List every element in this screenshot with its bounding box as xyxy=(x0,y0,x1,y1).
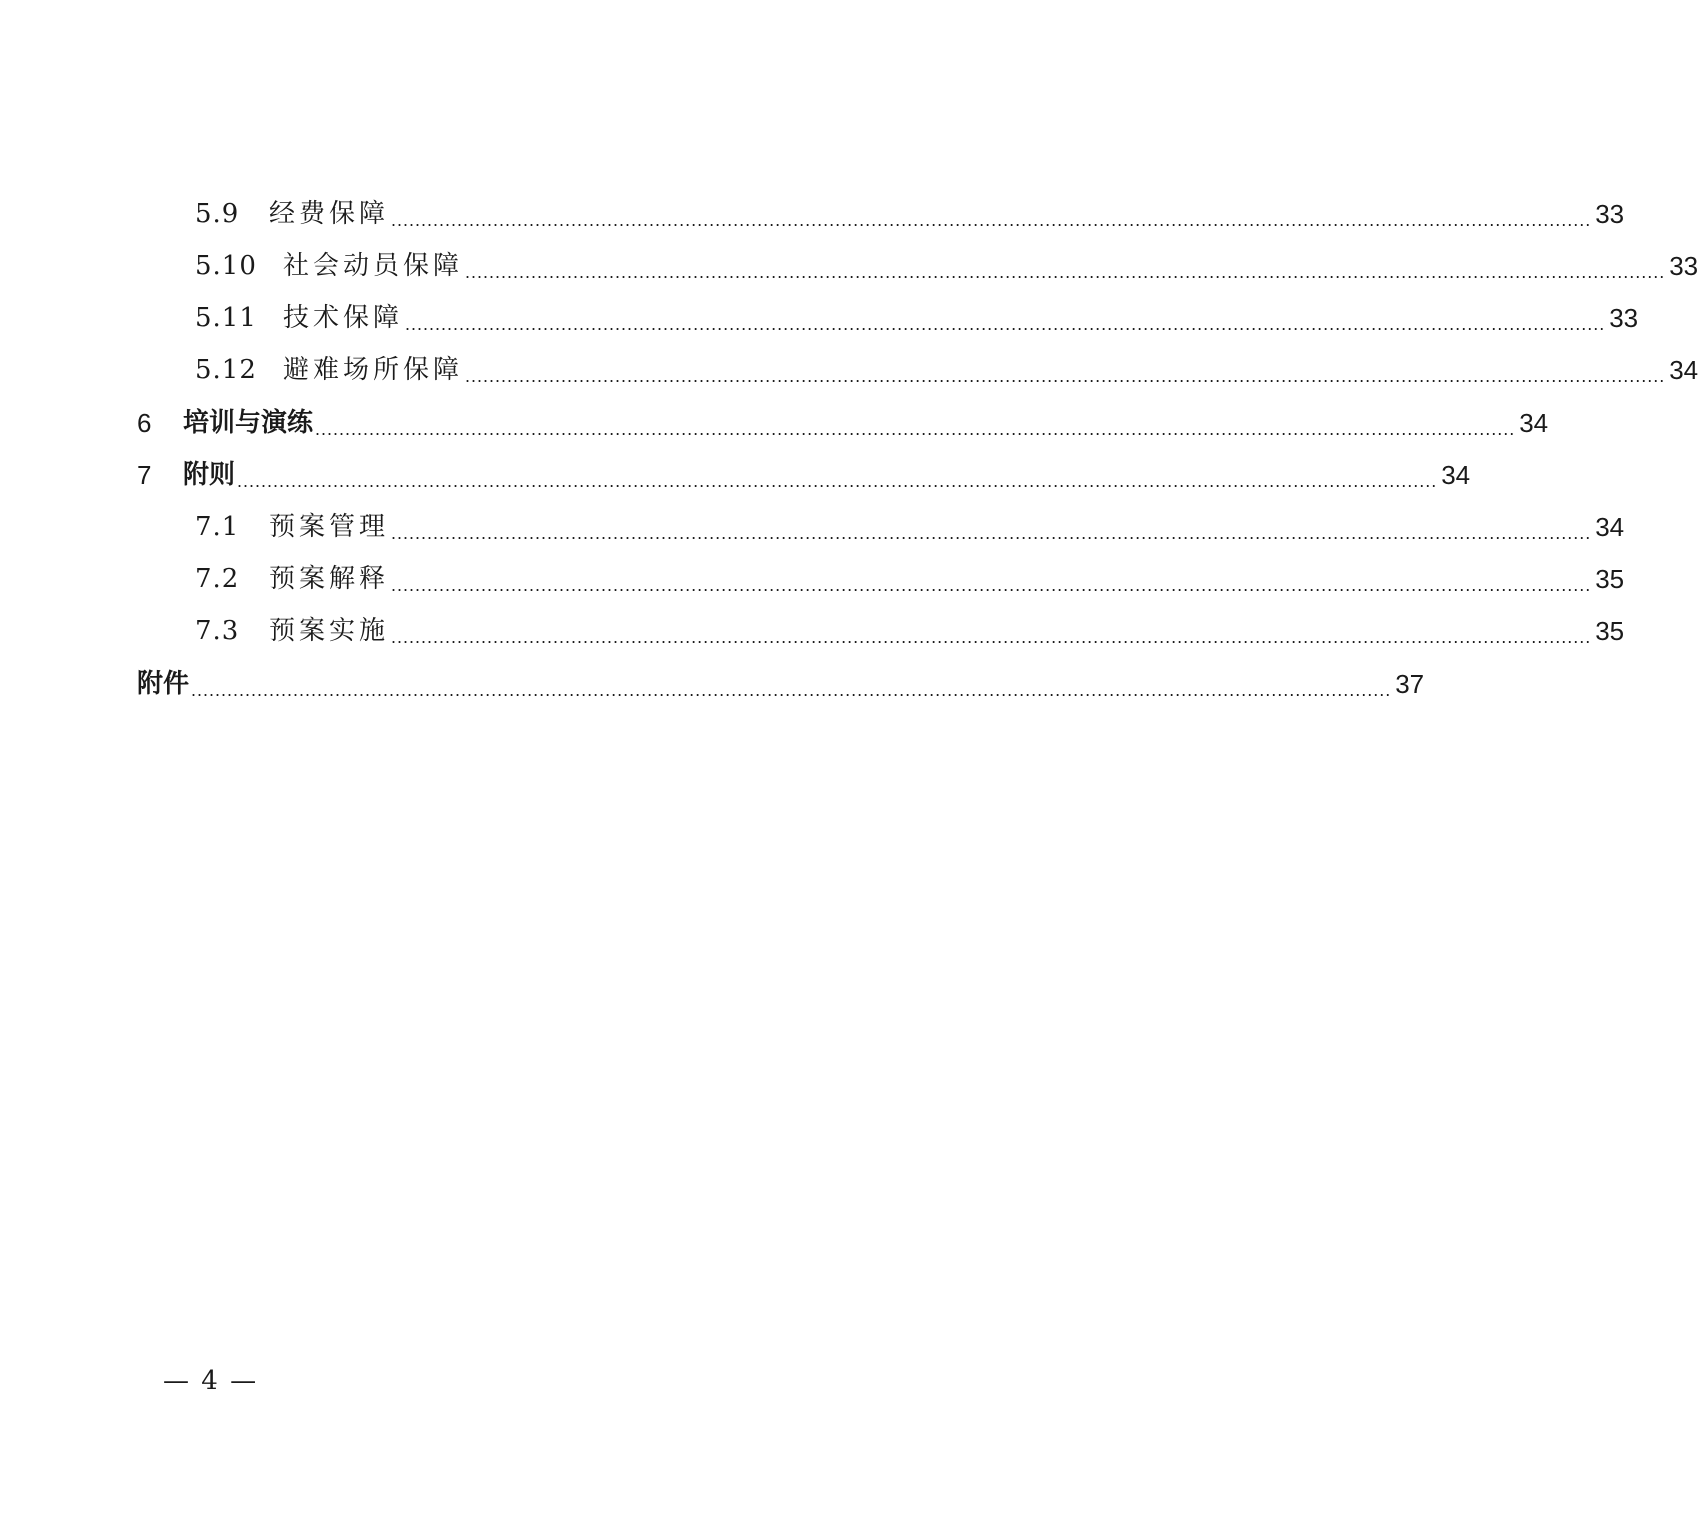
toc-entry-appendix[interactable] xyxy=(137,658,1425,710)
toc-entry-number: 5.12 xyxy=(195,355,257,385)
dot-leader: ........................................................................................................................................................................................................ xyxy=(315,419,1516,439)
toc-entry-7-3[interactable] xyxy=(195,605,1625,657)
toc-entry-title: 预案解释 xyxy=(269,564,390,594)
toc-entry-page: 34 xyxy=(1595,512,1625,542)
toc-entry-number: 5.9 xyxy=(195,199,240,229)
toc-entry-title: 社会动员保障 xyxy=(283,251,464,281)
toc-entry-title: 培训与演练 xyxy=(183,408,314,438)
toc-entry-title: 避难场所保障 xyxy=(283,355,464,385)
toc-entry-5-9[interactable] xyxy=(195,188,1625,240)
toc-entry-title: 预案实施 xyxy=(269,616,390,646)
dot-leader: ........................................................................................................................................................................................................ xyxy=(237,471,1438,491)
toc-entry-title: 经费保障 xyxy=(269,199,390,229)
toc-entry-7[interactable] xyxy=(137,449,1471,501)
toc-entry-number: 5.10 xyxy=(195,251,257,281)
toc-entry-7-2[interactable] xyxy=(195,553,1625,605)
toc-entry-number: 7.3 xyxy=(195,616,240,646)
toc-entry-title: 附则 xyxy=(183,460,236,490)
toc-entry-5-12[interactable] xyxy=(195,344,1698,396)
dot-leader: ........................................................................................................................................................................................................ xyxy=(465,366,1666,386)
toc-entry-number: 6 xyxy=(137,408,153,438)
toc-entry-number: 5.11 xyxy=(195,303,257,333)
toc-entry-page: 37 xyxy=(1395,669,1425,699)
toc-entry-number: 7.2 xyxy=(195,564,240,594)
dot-leader: ........................................................................................................................................................................................................ xyxy=(191,680,1392,700)
toc-entry-page: 34 xyxy=(1441,460,1471,490)
toc-entry-page: 34 xyxy=(1669,355,1698,385)
toc-entry-5-10[interactable] xyxy=(195,240,1698,292)
toc-entry-title: 附件 xyxy=(137,669,190,699)
page-number-footer: — 4 — xyxy=(163,1366,259,1396)
toc-entry-5-11[interactable] xyxy=(195,292,1639,344)
toc-entry-7-1[interactable] xyxy=(195,501,1625,553)
toc-entry-title: 技术保障 xyxy=(283,303,404,333)
toc-entry-page: 33 xyxy=(1669,251,1698,281)
toc-entry-page: 33 xyxy=(1595,199,1625,229)
dot-leader: ........................................................................................................................................................................................................ xyxy=(391,575,1592,595)
dot-leader: ........................................................................................................................................................................................................ xyxy=(391,523,1592,543)
toc-entry-number: 7 xyxy=(137,460,153,490)
toc-entry-page: 34 xyxy=(1519,408,1549,438)
dot-leader: ........................................................................................................................................................................................................ xyxy=(465,262,1666,282)
toc-entry-6[interactable] xyxy=(137,397,1549,449)
toc-entry-title: 预案管理 xyxy=(269,512,390,542)
toc-entry-page: 33 xyxy=(1609,303,1639,333)
dot-leader: ........................................................................................................................................................................................................ xyxy=(391,210,1592,230)
toc-entry-page: 35 xyxy=(1595,564,1625,594)
toc-entry-number: 7.1 xyxy=(195,512,240,542)
dot-leader: ........................................................................................................................................................................................................ xyxy=(391,627,1592,647)
toc-entry-page: 35 xyxy=(1595,616,1625,646)
dot-leader: ........................................................................................................................................................................................................ xyxy=(405,314,1606,334)
